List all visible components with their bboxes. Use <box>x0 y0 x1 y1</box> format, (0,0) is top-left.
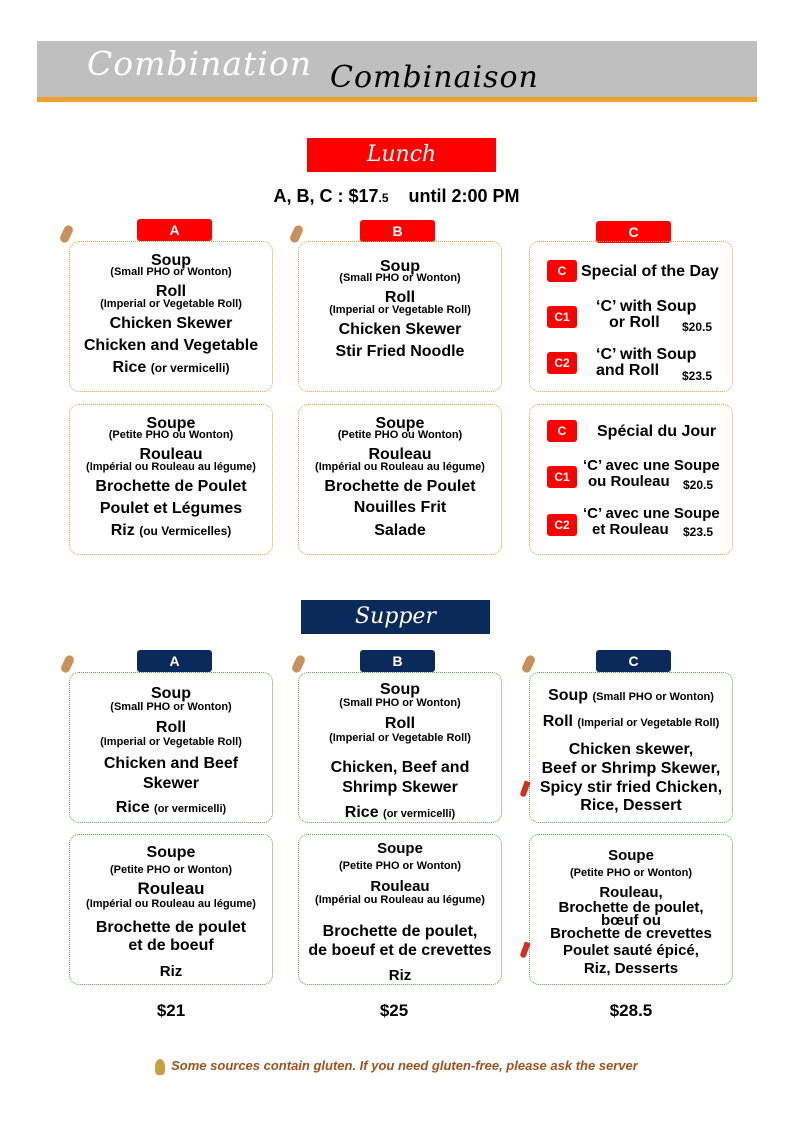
item-main-1: Chicken Skewer <box>109 315 233 332</box>
dessert-label: , Dessert <box>614 797 682 814</box>
item-main-2: Beef or Shrimp Skewer, <box>541 760 721 777</box>
item-roll-note: (Impérial ou Rouleau au légume) <box>86 461 256 473</box>
item-soup: Soupe <box>375 415 425 432</box>
item-main-2: Shrimp Skewer <box>342 779 458 796</box>
special-text: Spécial du Jour <box>597 423 717 440</box>
peanut-icon <box>59 224 75 244</box>
item-roll: Rouleau, <box>599 884 663 901</box>
item-roll: Roll <box>384 289 416 306</box>
item-main-1: Chicken and Beef <box>103 755 239 772</box>
item-main-1: Brochette de poulet, <box>558 899 704 916</box>
supper-price-b: $25 <box>379 1001 409 1020</box>
item-rice <box>299 804 501 822</box>
item-roll-note: (Imperial or Vegetable Roll) <box>329 304 471 316</box>
rice-note: (ou Vermicelles) <box>139 524 232 538</box>
item-roll: Roll <box>155 283 187 300</box>
item-rice <box>70 799 272 817</box>
item-rice-dessert: Riz, Desserts <box>583 960 679 977</box>
item-rice <box>70 522 272 540</box>
c2-line1: ‘C’ with Soup <box>596 346 697 363</box>
item-roll: Rouleau <box>370 878 430 895</box>
supper-price-a: $21 <box>156 1001 186 1020</box>
c1-line1: ‘C’ avec une Soupe <box>583 457 720 474</box>
item-soup: Soupe <box>608 847 654 864</box>
item-soup: Soup <box>151 685 191 702</box>
c1-price: $20.5 <box>683 478 714 492</box>
rice-label: Riz <box>110 522 135 539</box>
item-roll: Rouleau <box>368 446 432 463</box>
item-main-1: Brochette de poulet, <box>322 923 478 940</box>
item-soup: Soup <box>380 258 420 275</box>
item-main-1: Brochette de poulet <box>95 919 247 936</box>
rice-note: (or vermicelli) <box>154 803 227 815</box>
item-roll: Roll <box>155 719 187 736</box>
c1-line2: ou Rouleau <box>588 473 670 490</box>
item-soup: Soup <box>380 681 420 698</box>
badge-c1: C1 <box>547 306 577 328</box>
c2-line1: ‘C’ avec une Soupe <box>583 505 720 522</box>
item-main-1: Chicken, Beef and <box>330 759 470 776</box>
supper-a-fr-box <box>69 834 273 985</box>
c1-line1: ‘C’ with Soup <box>596 298 697 315</box>
item-main-2: bœuf ou <box>601 912 661 929</box>
supper-tag-c: C <box>596 650 671 672</box>
lunch-a-fr-box <box>69 404 273 555</box>
item-main-1: Brochette de Poulet <box>324 478 476 495</box>
item-roll: Rouleau <box>139 446 203 463</box>
item-main-2: Chicken and Vegetable <box>83 337 259 354</box>
supper-price-c: $28.5 <box>609 1001 653 1020</box>
item-roll-note: (Imperial or Vegetable Roll) <box>100 736 242 748</box>
item-main-1: Chicken skewer, <box>568 741 694 758</box>
supper-b-en-box <box>298 672 502 823</box>
peanut-icon <box>60 654 76 674</box>
supper-banner: Supper <box>301 600 490 634</box>
lunch-banner: Lunch <box>307 138 496 172</box>
badge-c2: C2 <box>547 514 577 536</box>
item-main-1: Brochette de Poulet <box>95 478 247 495</box>
supper-tag-b: B <box>360 650 435 672</box>
item-soup-note: (Petite PHO or Wonton) <box>338 860 461 872</box>
peanut-icon <box>521 654 537 674</box>
rice-note: (or vermicelli) <box>150 361 230 375</box>
rice-label: Rice <box>344 804 379 821</box>
item-roll-note: (Imperial or Vegetable Roll) <box>329 732 471 744</box>
lunch-b-en-box <box>298 241 502 392</box>
item-roll <box>530 713 732 731</box>
lunch-price-line <box>0 186 793 207</box>
badge-c2: C2 <box>547 352 577 374</box>
rice-note: (or vermicelli) <box>383 808 456 820</box>
item-soup-note: (Small PHO or Wonton) <box>339 697 461 709</box>
lunch-until: until 2:00 PM <box>408 186 520 206</box>
item-main-2: et de boeuf <box>128 937 214 954</box>
lunch-b-fr-box <box>298 404 502 555</box>
item-soup: Soup <box>151 252 191 269</box>
soup-label: Soup <box>548 687 589 704</box>
item-soup-note: (Petite PHO ou Wonton) <box>108 429 234 441</box>
badge-c: C <box>547 260 577 282</box>
special-text: Special of the Day <box>581 263 719 280</box>
item-roll-note: (Impérial ou Rouleau au légume) <box>315 461 485 473</box>
item-main-3: Spicy stir fried Chicken, <box>539 779 723 796</box>
rice-label: Rice <box>580 797 615 814</box>
c2-line2: and Roll <box>596 362 660 379</box>
rice-label: Rice <box>112 359 147 376</box>
lunch-price-cents: .5 <box>378 191 389 205</box>
item-main-4: Poulet sauté épicé, <box>563 942 699 959</box>
item-soup-note: (Petite PHO or Wonton) <box>569 867 692 879</box>
supper-a-en-box <box>69 672 273 823</box>
c2-line2: et Rouleau <box>592 521 669 538</box>
item-rice: Riz <box>388 967 412 984</box>
item-roll-note: (Impérial ou Rouleau au légume) <box>86 898 256 910</box>
header-underline <box>37 97 757 102</box>
title-english: Combination <box>87 44 312 83</box>
lunch-c-fr-box <box>529 404 733 555</box>
item-soup-note: (Small PHO or Wonton) <box>110 701 232 713</box>
item-main-2: Stir Fried Noodle <box>335 343 465 360</box>
item-soup <box>530 687 732 705</box>
supper-c-fr-box <box>529 834 733 985</box>
peanut-icon <box>289 224 305 244</box>
badge-c: C <box>547 420 577 442</box>
supper-b-fr-box <box>298 834 502 985</box>
item-soup-note: (Petite PHO or Wonton) <box>109 864 232 876</box>
item-soup-note: (Petite PHO ou Wonton) <box>337 429 463 441</box>
item-soup-note: (Small PHO or Wonton) <box>110 266 232 278</box>
lunch-c-en-box <box>529 241 733 392</box>
supper-tag-a: A <box>137 650 212 672</box>
item-roll-note: (Imperial or Vegetable Roll) <box>100 298 242 310</box>
supper-c-en-box <box>529 672 733 823</box>
item-main-2: Nouilles Frit <box>353 499 447 516</box>
roll-label: Roll <box>542 713 573 730</box>
item-soup: Soupe <box>146 415 196 432</box>
lunch-price: A, B, C : $17 <box>273 186 379 206</box>
item-main-2: Poulet et Légumes <box>99 500 243 517</box>
item-roll: Roll <box>384 715 416 732</box>
item-roll: Rouleau <box>137 879 205 898</box>
wheat-icon <box>155 1059 165 1075</box>
c1-line2: or Roll <box>609 314 660 331</box>
c1-price: $20.5 <box>682 320 713 334</box>
lunch-tag-a: A <box>137 219 212 241</box>
lunch-a-en-box <box>69 241 273 392</box>
title-french: Combinaison <box>330 60 539 95</box>
roll-note: (Imperial or Vegetable Roll) <box>577 717 720 729</box>
item-main-2: Skewer <box>142 775 200 792</box>
gluten-note-text: Some sources contain gluten. If you need gluten-free, please ask the server <box>171 1058 638 1073</box>
item-soup: Soupe <box>146 844 196 861</box>
item-main-3: Brochette de crevettes <box>550 925 712 942</box>
item-roll-note: (Impérial ou Rouleau au légume) <box>315 894 485 906</box>
lunch-tag-b: B <box>360 220 435 242</box>
badge-c1: C1 <box>547 466 577 488</box>
item-rice <box>70 359 272 377</box>
lunch-tag-c: C <box>596 221 671 243</box>
item-rice: Riz <box>159 963 183 980</box>
c2-price: $23.5 <box>682 369 713 383</box>
rice-label: Rice <box>115 799 150 816</box>
item-main-1: Chicken Skewer <box>338 321 462 338</box>
gluten-note <box>0 1058 793 1075</box>
item-rice-dessert <box>530 797 732 815</box>
item-salad: Salade <box>374 522 426 539</box>
item-soup-note: (Small PHO or Wonton) <box>339 272 461 284</box>
soup-note: (Small PHO or Wonton) <box>592 691 714 703</box>
item-soup: Soupe <box>377 840 423 857</box>
c2-price: $23.5 <box>683 525 714 539</box>
peanut-icon <box>291 654 307 674</box>
item-main-2: de boeuf et de crevettes <box>308 942 492 959</box>
